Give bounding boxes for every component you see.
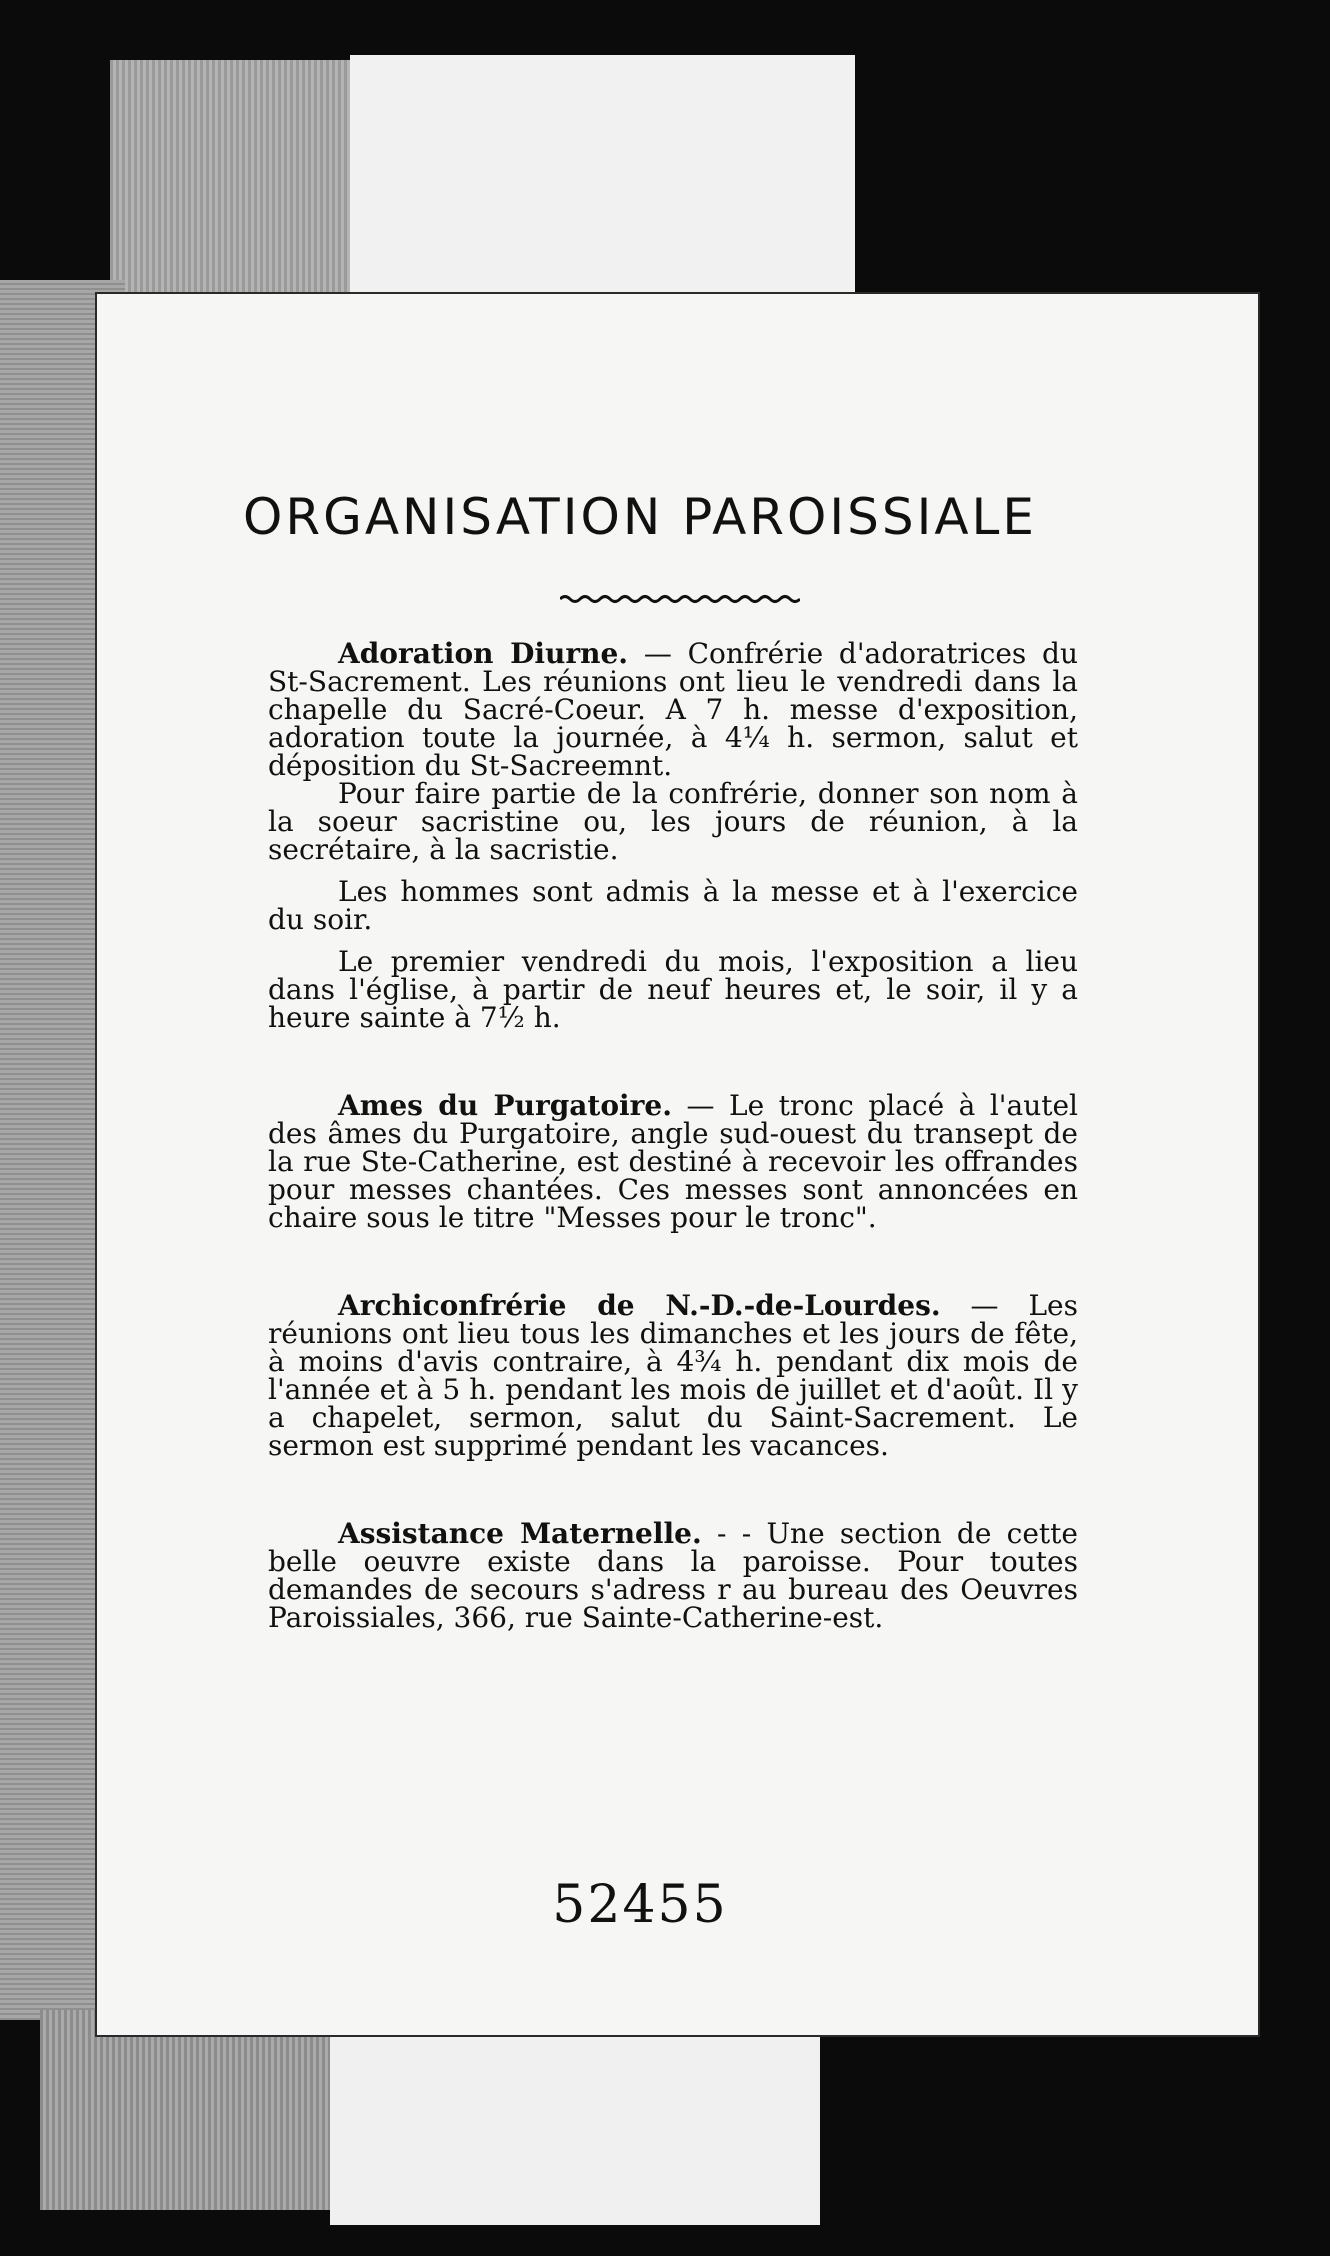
page-title: ORGANISATION PAROISSIALE	[243, 488, 1037, 546]
paragraph-text: - - Une section de cette belle oeuvre existe dans la paroisse. Pour toutes demandes de secours s'adress r au bureau des Oeuvres Paroissiales, 366, rue Sainte-Catherine-est.	[268, 1517, 1079, 1634]
paragraph: Les hommes sont admis à la messe et à l'exercice du soir.	[268, 875, 1078, 936]
section-adoration-diurne	[268, 637, 1079, 1034]
title-ornament	[560, 592, 800, 606]
section-heading: Archiconfrérie de N.-D.-de-Lourdes.	[338, 1289, 941, 1322]
document-body	[268, 637, 1079, 1634]
section-heading: Ames du Purgatoire.	[338, 1089, 672, 1122]
page-stub-bottom	[330, 2030, 820, 2225]
paragraph	[268, 637, 1079, 782]
paragraph: Le premier vendredi du mois, l'exposition a lieu dans l'église, à partir de neuf heures et, le soir, il y a heure sainte à 7½ h.	[268, 945, 1078, 1034]
paragraph-text: — Confrérie d'adoratrices du St-Sacrement. Les réunions ont lieu le vendredi dans la chapelle du Sacré-Coeur. A 7 h. messe d'exposition, adoration toute la journée, à 4¼ h. sermon, salut et déposition du St-Sacreemnt.	[268, 637, 1079, 782]
paragraph-text: — Le tronc placé à l'autel des âmes du Purgatoire, angle sud-ouest du transept de la rue Ste-Catherine, est destiné à recevoir les offrandes pour messes chantées. Ces messes sont annoncées en chaire sous le titre "Messes pour le tronc".	[268, 1089, 1078, 1234]
paragraph	[268, 1089, 1078, 1234]
catalog-number: 52455	[552, 1875, 728, 1935]
section-ames-du-purgatoire	[268, 1089, 1078, 1234]
section-archiconfrerie	[268, 1289, 1078, 1462]
binding-cloth-top	[110, 60, 350, 300]
section-heading: Adoration Diurne.	[338, 637, 629, 670]
page-stub-top	[350, 55, 855, 315]
binding-cloth-bottom	[40, 2010, 330, 2210]
paragraph	[268, 1289, 1078, 1462]
paragraph-text: — Les réunions ont lieu tous les dimanches et les jours de fête, à moins d'avis contraire, à 4¾ h. pendant dix mois de l'année et à 5 h. pendant les mois de juillet et d'août. Il y a chapelet, sermon, salut du Saint-Sacrement. Le sermon est supprimé pendant les vacances.	[268, 1289, 1078, 1462]
paragraph	[268, 1517, 1079, 1634]
section-assistance-maternelle	[268, 1517, 1079, 1634]
section-heading: Assistance Maternelle.	[338, 1517, 702, 1550]
paragraph: Pour faire partie de la confrérie, donner son nom à la soeur sacristine ou, les jours de réunion, à la secrétaire, à la sacristie.	[268, 777, 1078, 866]
